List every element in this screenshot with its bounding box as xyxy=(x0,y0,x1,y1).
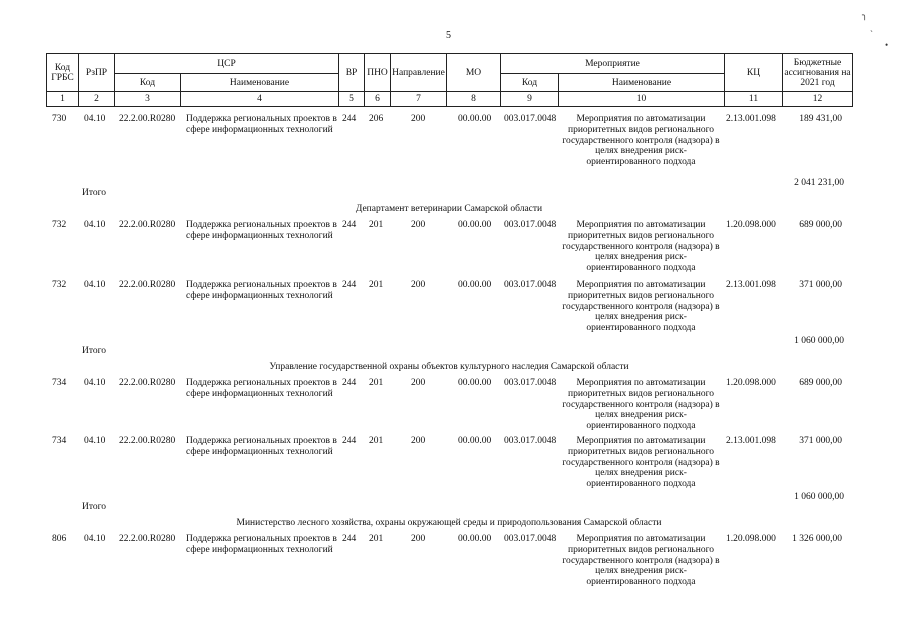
col-number: 9 xyxy=(501,92,559,107)
cell-measure-name: Мероприятия по автоматизации приоритетных видов регионального государственного контроля (надзора) в целях внедрения риск-ориентированного подхода xyxy=(562,378,720,432)
cell-csr-code: 22.2.00.R0280 xyxy=(119,280,176,290)
table-row xyxy=(46,216,852,276)
cell-csr-name: Поддержка региональных проектов в сфере информационных технологий xyxy=(186,436,337,457)
table-body xyxy=(46,110,852,590)
cell-kc: 2.13.001.098 xyxy=(726,436,776,446)
cell-measure-code: 003.017.0048 xyxy=(504,436,557,446)
cell-mo: 00.00.00 xyxy=(458,534,492,544)
cell-mo: 00.00.00 xyxy=(458,220,492,230)
cell-rzpr: 04.10 xyxy=(84,114,106,124)
cell-measure-code: 003.017.0048 xyxy=(504,280,557,290)
cell-measure-code: 003.017.0048 xyxy=(504,114,557,124)
cell-grbs: 806 xyxy=(52,534,67,544)
cell-vr: 244 xyxy=(342,378,357,388)
cell-mo: 00.00.00 xyxy=(458,280,492,290)
cell-amount: 371 000,00 xyxy=(799,280,842,290)
header-meropriyatie: Мероприятие xyxy=(501,54,725,74)
cell-direction: 200 xyxy=(411,378,426,388)
scan-mark: ╮ xyxy=(862,10,868,20)
cell-csr-code: 22.2.00.R0280 xyxy=(119,534,176,544)
cell-measure-name: Мероприятия по автоматизации приоритетных видов регионального государственного контроля (надзора) в целях внедрения риск-ориентированного подхода xyxy=(562,534,720,588)
cell-measure-name: Мероприятия по автоматизации приоритетных видов регионального государственного контроля (надзора) в целях внедрения риск-ориентированного подхода xyxy=(562,280,720,334)
header-budget: Бюджетные ассигнования на 2021 год xyxy=(783,54,853,92)
cell-rzpr: 04.10 xyxy=(84,220,106,230)
cell-csr-code: 22.2.00.R0280 xyxy=(119,378,176,388)
cell-csr-name: Поддержка региональных проектов в сфере информационных технологий xyxy=(186,280,337,301)
cell-csr-name: Поддержка региональных проектов в сфере информационных технологий xyxy=(186,220,337,241)
col-number: 12 xyxy=(783,92,853,107)
cell-pno: 201 xyxy=(369,280,384,290)
cell-amount: 1 326 000,00 xyxy=(792,534,842,544)
col-number: 3 xyxy=(115,92,181,107)
header-napravlenie: Направление xyxy=(391,54,447,92)
page-number: 5 xyxy=(446,30,451,41)
table-row xyxy=(46,374,852,432)
total-amount: 1 060 000,00 xyxy=(794,336,844,346)
cell-kc: 1.20.098.000 xyxy=(726,534,776,544)
cell-amount: 689 000,00 xyxy=(799,378,842,388)
header-rzpr: РзПР xyxy=(79,54,115,92)
total-label: Итого xyxy=(82,346,107,356)
cell-csr-code: 22.2.00.R0280 xyxy=(119,436,176,446)
cell-pno: 206 xyxy=(369,114,384,124)
cell-csr-name: Поддержка региональных проектов в сфере информационных технологий xyxy=(186,534,337,555)
cell-measure-code: 003.017.0048 xyxy=(504,378,557,388)
cell-mo: 00.00.00 xyxy=(458,378,492,388)
cell-direction: 200 xyxy=(411,436,426,446)
col-number: 8 xyxy=(447,92,501,107)
header-mo: МО xyxy=(447,54,501,92)
cell-rzpr: 04.10 xyxy=(84,436,106,446)
cell-csr-name: Поддержка региональных проектов в сфере информационных технологий xyxy=(186,378,337,399)
cell-direction: 200 xyxy=(411,220,426,230)
cell-pno: 201 xyxy=(369,378,384,388)
total-label: Итого xyxy=(82,188,107,198)
cell-pno: 201 xyxy=(369,534,384,544)
cell-vr: 244 xyxy=(342,534,357,544)
table-row xyxy=(46,530,852,590)
scan-mark: ˏ xyxy=(870,22,873,32)
cell-rzpr: 04.10 xyxy=(84,280,106,290)
col-number: 7 xyxy=(391,92,447,107)
cell-measure-code: 003.017.0048 xyxy=(504,220,557,230)
col-number: 2 xyxy=(79,92,115,107)
table-header xyxy=(46,53,853,107)
col-number: 11 xyxy=(725,92,783,107)
header-pno: ПНО xyxy=(365,54,391,92)
section-heading: Министерство лесного хозяйства, охраны окружающей среды и природопользования Самарской области xyxy=(236,518,662,528)
header-csr-code: Код xyxy=(115,74,181,92)
col-number: 1 xyxy=(47,92,79,107)
total-label: Итого xyxy=(82,502,107,512)
total-row xyxy=(46,180,852,202)
total-amount: 2 041 231,00 xyxy=(794,178,844,188)
cell-vr: 244 xyxy=(342,280,357,290)
cell-csr-code: 22.2.00.R0280 xyxy=(119,114,176,124)
cell-grbs: 734 xyxy=(52,378,67,388)
header-kc: КЦ xyxy=(725,54,783,92)
cell-csr-name: Поддержка региональных проектов в сфере информационных технологий xyxy=(186,114,337,135)
total-row xyxy=(46,494,852,516)
cell-mo: 00.00.00 xyxy=(458,114,492,124)
header-mer-name: Наименование xyxy=(559,74,725,92)
cell-measure-name: Мероприятия по автоматизации приоритетных видов регионального государственного контроля (надзора) в целях внедрения риск-ориентированного подхода xyxy=(562,220,720,274)
cell-pno: 201 xyxy=(369,436,384,446)
cell-mo: 00.00.00 xyxy=(458,436,492,446)
cell-grbs: 734 xyxy=(52,436,67,446)
section-heading: Департамент ветеринарии Самарской области xyxy=(355,204,543,214)
header-csr-name: Наименование xyxy=(181,74,339,92)
cell-vr: 244 xyxy=(342,220,357,230)
table-row xyxy=(46,276,852,338)
cell-measure-name: Мероприятия по автоматизации приоритетных видов регионального государственного контроля (надзора) в целях внедрения риск-ориентированного подхода xyxy=(562,114,720,168)
total-row xyxy=(46,338,852,360)
col-number: 4 xyxy=(181,92,339,107)
cell-measure-name: Мероприятия по автоматизации приоритетных видов регионального государственного контроля (надзора) в целях внедрения риск-ориентированного подхода xyxy=(562,436,720,490)
cell-pno: 201 xyxy=(369,220,384,230)
col-number: 10 xyxy=(559,92,725,107)
col-number: 5 xyxy=(339,92,365,107)
header-csr: ЦСР xyxy=(115,54,339,74)
cell-measure-code: 003.017.0048 xyxy=(504,534,557,544)
cell-kc: 1.20.098.000 xyxy=(726,220,776,230)
cell-kc: 2.13.001.098 xyxy=(726,114,776,124)
table-row xyxy=(46,432,852,494)
cell-vr: 244 xyxy=(342,114,357,124)
cell-direction: 200 xyxy=(411,280,426,290)
cell-grbs: 730 xyxy=(52,114,67,124)
cell-direction: 200 xyxy=(411,534,426,544)
cell-amount: 371 000,00 xyxy=(799,436,842,446)
cell-grbs: 732 xyxy=(52,220,67,230)
cell-vr: 244 xyxy=(342,436,357,446)
cell-amount: 189 431,00 xyxy=(799,114,842,124)
cell-kc: 2.13.001.098 xyxy=(726,280,776,290)
col-number: 6 xyxy=(365,92,391,107)
cell-grbs: 732 xyxy=(52,280,67,290)
cell-direction: 200 xyxy=(411,114,426,124)
cell-kc: 1.20.098.000 xyxy=(726,378,776,388)
section-heading: Управление государственной охраны объектов культурного наследия Самарской области xyxy=(269,362,629,372)
header-mer-code: Код xyxy=(501,74,559,92)
scan-mark: • xyxy=(885,40,889,50)
cell-amount: 689 000,00 xyxy=(799,220,842,230)
cell-csr-code: 22.2.00.R0280 xyxy=(119,220,176,230)
cell-rzpr: 04.10 xyxy=(84,534,106,544)
header-kod-grbs: Код ГРБС xyxy=(47,54,79,92)
table-row xyxy=(46,110,852,180)
cell-rzpr: 04.10 xyxy=(84,378,106,388)
header-vr: ВР xyxy=(339,54,365,92)
total-amount: 1 060 000,00 xyxy=(794,492,844,502)
